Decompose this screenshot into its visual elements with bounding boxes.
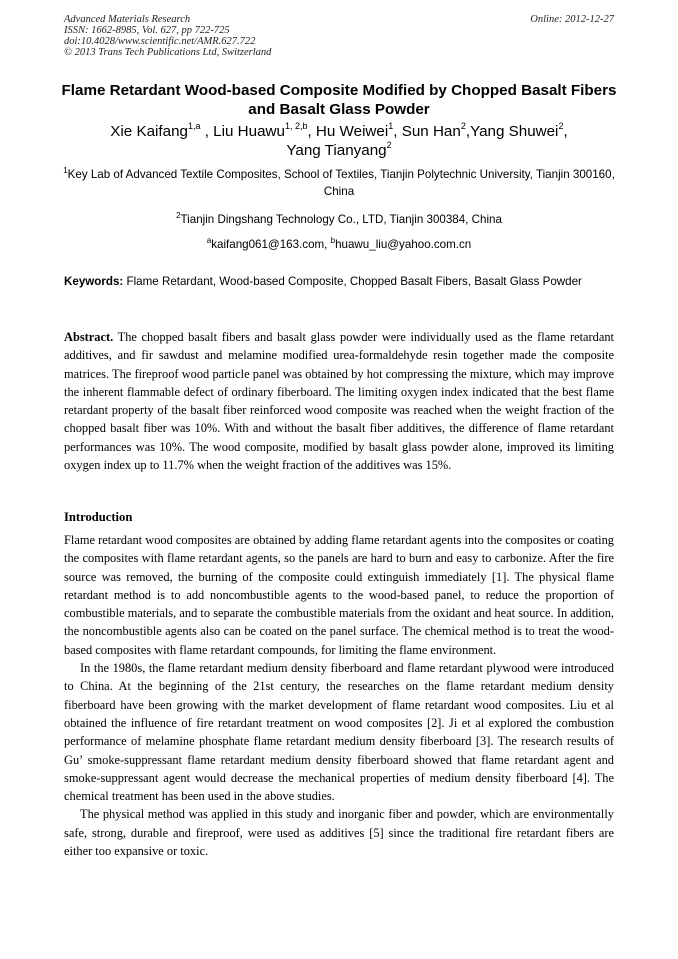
copyright-line: © 2013 Trans Tech Publications Ltd, Switzerland — [64, 47, 272, 58]
affiliation-mark: 2 — [176, 211, 181, 220]
author-name: Sun Han — [401, 123, 461, 140]
author-separator: , — [563, 123, 568, 140]
affiliation-2 — [60, 211, 618, 228]
author-name: Xie Kaifang — [110, 123, 188, 140]
keywords-text: Flame Retardant, Wood-based Composite, Chopped Basalt Fibers, Basalt Glass Powder — [126, 275, 582, 288]
author-list — [60, 122, 618, 160]
keywords-section — [64, 272, 614, 291]
journal-header — [64, 14, 271, 58]
email-link[interactable]: kaifang061@163.com — [211, 238, 325, 251]
email-link[interactable]: huawu_liu@yahoo.com.cn — [335, 238, 472, 251]
online-date: Online: 2012-12-27 — [530, 14, 614, 25]
email-separator: , — [324, 238, 331, 251]
author-name: Hu Weiwei — [315, 123, 389, 140]
author-affiliation-mark: 1, 2,b — [284, 121, 308, 131]
author-name: Yang Shuwei — [470, 123, 559, 140]
doi-line: doi:10.4028/www.scientific.net/AMR.627.722 — [64, 36, 256, 47]
introduction-heading: Introduction — [64, 510, 133, 524]
affiliation-mark: 1 — [63, 166, 68, 175]
author-separator: , — [307, 123, 316, 140]
author-separator: , — [393, 123, 402, 140]
intro-paragraph: Flame retardant wood composites are obtained by adding flame retardant agents into the composites or coating the composites with flame retardant agents, so the panels are hard to burn and easy to carbonize. After the fire source was removed, the burning of the composite could extinguish immediately [1]. The physical flame retardant method is to add noncombustible agents to the wood-based panel, to reduce the proportion of combustible materials, and to separate the combustible materials from the oxidant and heat source. In addition, the noncombustible agents also can be coated on the panel surface. The chemical method is to treat the wood-based composites with flame retardant compounds, for limiting the flame environment. — [64, 533, 614, 657]
author-affiliation-mark: 2 — [386, 140, 392, 150]
author-affiliation-mark: 2 — [558, 121, 564, 131]
journal-name: Advanced Materials Research — [64, 14, 191, 25]
author-name: Yang Tianyang — [286, 142, 387, 159]
abstract-section — [64, 328, 614, 474]
introduction-body — [64, 531, 614, 860]
abstract-text: The chopped basalt fibers and basalt glass powder were individually used as the flame retardant additives, and fir sawdust and melamine modified urea-formaldehyde resin together made the composite matrices. The fireproof wood particle panel was obtained by hot compressing the mixture, which may improve the inherent flammable defect of ordinary fiberboard. The limiting oxygen index indicated that the best flame retardant property of the basalt fiber reinforced wood composite was reached when the weight fraction of the chopped basalt fiber was 10%. With and without the basalt fiber additives, the difference of flame retardant performances was 10%. The wood composite, modified by basalt glass powder alone, improved its limiting oxygen index up to 11.7% when the weight fraction of the additives was 15%. — [64, 330, 614, 473]
author-affiliation-mark: 1,a — [187, 121, 201, 131]
email-line — [60, 236, 618, 253]
email-mark: b — [330, 236, 336, 245]
issn-line: ISSN: 1662-8985, Vol. 627, pp 722-725 — [64, 25, 230, 36]
intro-paragraph: The physical method was applied in this study and inorganic fiber and powder, which are environmentally safe, strong, durable and fireproof, were used as additives [5] since the traditional fire retardant fibers are either too expansive or toxic. — [64, 807, 614, 859]
keywords-label: Keywords: — [64, 275, 124, 288]
author-affiliation-mark: 2 — [460, 121, 466, 131]
author-separator: , — [200, 123, 214, 140]
affiliation-text: Key Lab of Advanced Textile Composites, School of Textiles, Tianjin Polytechnic University, Tianjin 300160, China — [67, 168, 615, 198]
email-mark: a — [206, 236, 212, 245]
affiliation-1 — [60, 166, 618, 200]
author-separator: , — [465, 123, 471, 140]
author-affiliation-mark: 1 — [388, 121, 394, 131]
author-name: Liu Huawu — [213, 123, 285, 140]
affiliation-text: Tianjin Dingshang Technology Co., LTD, Tianjin 300384, China — [180, 213, 502, 226]
abstract-label: Abstract. — [64, 330, 114, 344]
paper-title: Flame Retardant Wood-based Composite Modified by Chopped Basalt Fibers and Basalt Glass Powder — [61, 82, 617, 118]
intro-paragraph: In the 1980s, the flame retardant medium density fiberboard and flame retardant plywood were introduced to China. At the beginning of the 21st century, the researches on the flame retardant medium density fiberboard have been growing with the market development of flame retardant wood composites. Liu et al obtained the influence of fire retardant treatment on wood composites [2]. Ji et al explored the combustion performance of melamine phosphate flame retardant medium density fiberboard [3]. The research results of Gu’ smoke-suppressant flame retardant medium density fiberboard showed that flame retardant agent and smoke-suppressant agent would decrease the mechanical properties of medium density fiberboard [4]. The chemical treatment has been used in the above studies. — [64, 661, 614, 804]
